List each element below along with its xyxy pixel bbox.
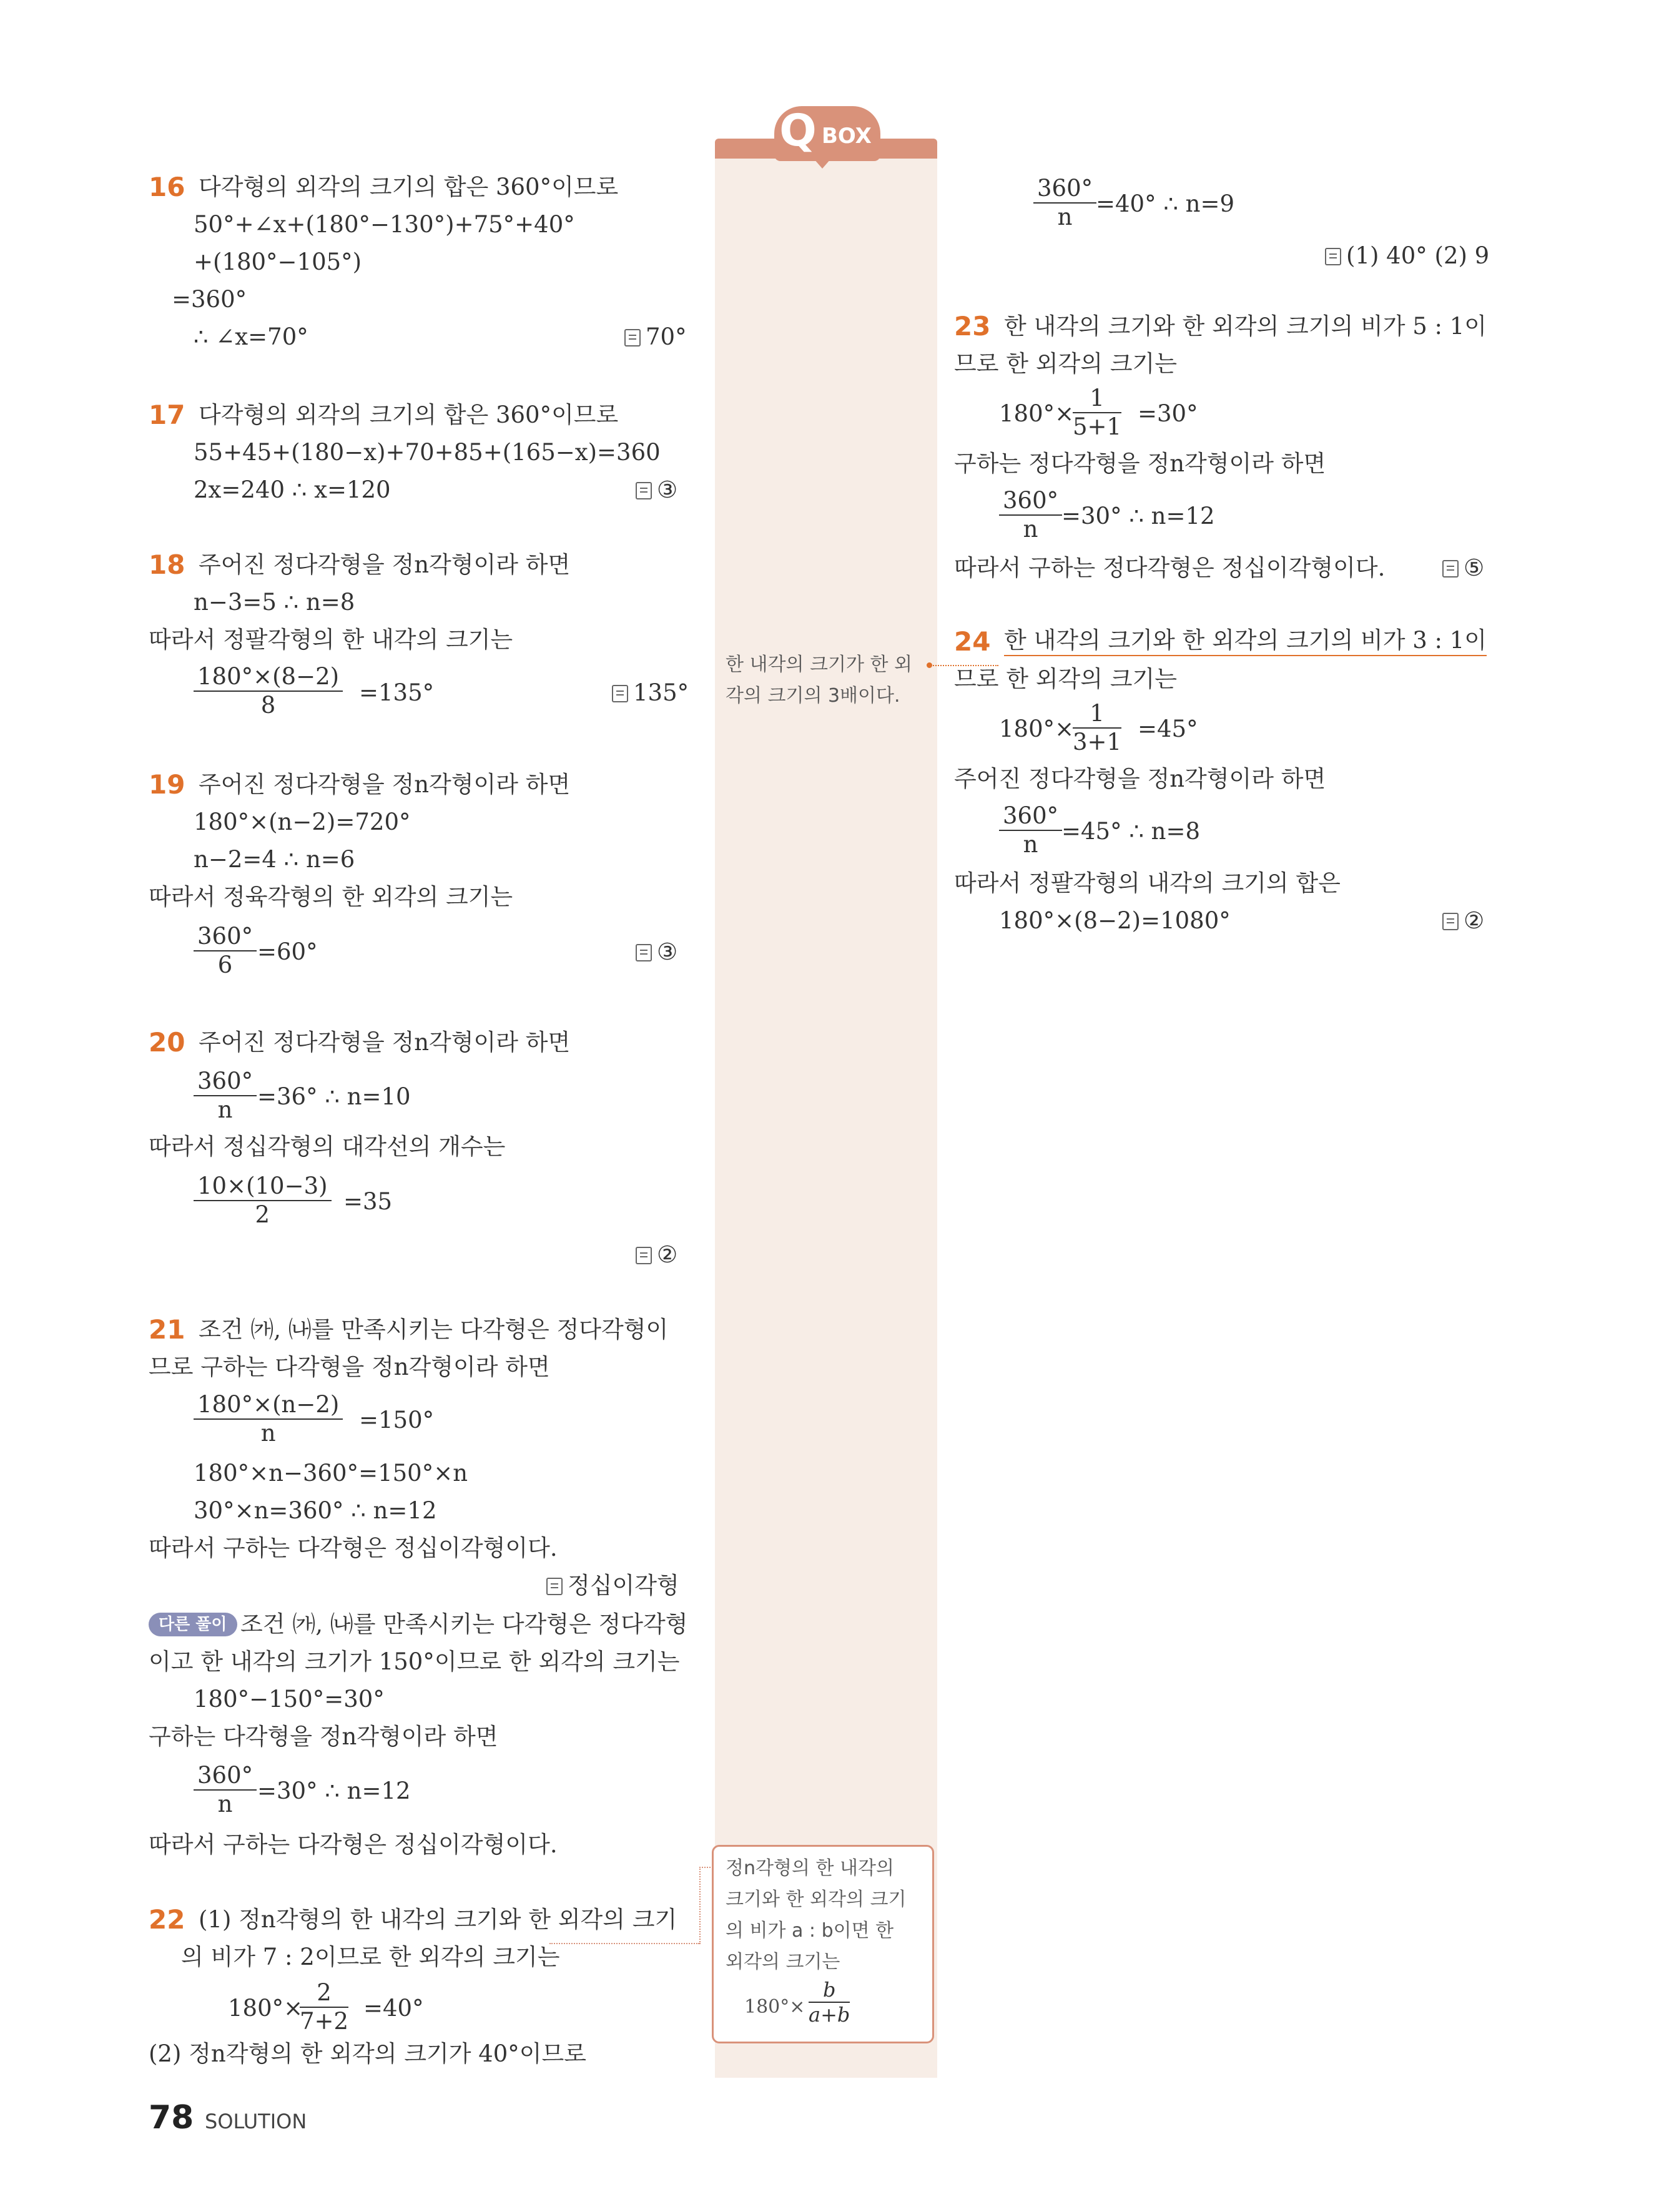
fraction: $\frac{1}{3+1}$: [1073, 700, 1122, 755]
equation-line: 2x=240 ∴ x=120: [194, 476, 391, 503]
equation-line: =135°: [359, 679, 435, 706]
answer-mark-icon: [636, 944, 652, 961]
text-line: 다각형의 외각의 크기의 합은 360°이므로: [199, 401, 619, 428]
equation-line: =40° ∴ n=9: [1096, 190, 1235, 217]
equation-line: ∴ ∠x=70°: [194, 323, 308, 350]
fraction: $\frac{180^\circ\times(8-2)}{8}$: [194, 663, 343, 719]
equation-line: 50°+∠x+(180°−130°)+75°+40°: [194, 211, 575, 238]
text-line: 이고 한 내각의 크기가 150°이므로 한 외각의 크기는: [149, 1648, 680, 1675]
answer: ⑤: [1442, 553, 1484, 584]
equation-line: =60°: [257, 938, 318, 965]
text-line: 주어진 정다각형을 정n각형이라 하면: [199, 1029, 571, 1056]
equation-line: 55+45+(180−x)+70+85+(165−x)=360: [194, 439, 661, 466]
text-line: 구하는 다각형을 정n각형이라 하면: [149, 1723, 498, 1750]
problem-number: 16: [149, 172, 185, 202]
problem-number: 24: [954, 626, 991, 657]
answer-mark-icon: [624, 329, 641, 347]
fraction: $\frac{360^\circ}{n}$: [1033, 175, 1096, 231]
equation-line: 180°×: [228, 1995, 303, 2022]
side-note-connector: [549, 1943, 699, 1944]
text-line: 따라서 구하는 정다각형은 정십이각형이다.: [954, 554, 1386, 581]
equation-line: 180°×n−360°=150°×n: [194, 1460, 468, 1487]
answer-mark-icon: [612, 685, 628, 702]
answer: ③: [636, 474, 677, 506]
problem-number: 22: [149, 1904, 185, 1935]
equation-line: =45°: [1138, 715, 1198, 742]
text-line: 구하는 정다각형을 정n각형이라 하면: [954, 450, 1326, 477]
qbox-pointer: [814, 159, 831, 169]
text-line: (1) 정n각형의 한 내각의 크기와 한 외각의 크기: [199, 1906, 677, 1933]
answer: 정십이각형: [546, 1570, 679, 1601]
answer: 135°: [612, 677, 689, 709]
problem-number: 20: [149, 1027, 185, 1058]
side-note-formula: 180°×: [744, 1996, 805, 2018]
equation-line: =150°: [359, 1407, 435, 1433]
problem-number: 17: [149, 400, 185, 430]
equation-line: =30° ∴ n=12: [1061, 503, 1215, 529]
equation-line: n−3=5 ∴ n=8: [194, 589, 355, 616]
problem-number: 23: [954, 311, 991, 342]
fraction: $\frac{360^\circ}{n}$: [999, 487, 1062, 543]
side-note-connector: [928, 665, 998, 666]
equation-line: +(180°−105°): [194, 248, 362, 275]
text-line: 한 내각의 크기와 한 외각의 크기의 비가 5 : 1이: [1004, 313, 1487, 340]
text-line: 주어진 정다각형을 정n각형이라 하면: [199, 551, 571, 578]
text-line: 므로 구하는 다각형을 정n각형이라 하면: [149, 1354, 550, 1380]
answer-mark-icon: [1325, 248, 1341, 265]
answer-mark-icon: [636, 482, 652, 499]
text-line: 주어진 정다각형을 정n각형이라 하면: [199, 771, 571, 798]
equation-line: 180°×: [999, 715, 1075, 742]
footer-label: SOLUTION: [205, 2110, 307, 2133]
equation-line: =35: [343, 1188, 393, 1215]
problem-number: 21: [149, 1314, 185, 1345]
qbox-title: BOX: [822, 124, 872, 149]
qbox-column: [715, 149, 937, 2078]
text-line: 므로 한 외각의 크기는: [954, 666, 1177, 692]
text-line: 따라서 정육각형의 한 외각의 크기는: [149, 883, 513, 910]
answer-mark-icon: [1442, 913, 1459, 930]
side-note-fraction: $\frac{b}{a+b}$: [809, 1978, 850, 2027]
text-line: 따라서 정팔각형의 한 내각의 크기는: [149, 626, 513, 653]
text-line: 므로 한 외각의 크기는: [954, 350, 1177, 377]
fraction: $\frac{360^\circ}{n}$: [194, 1068, 257, 1124]
side-note-line: 한 내각의 크기가 한 외: [726, 654, 912, 676]
text-line: 조건 ㈎, ㈏를 만족시키는 다각형은 정다각형: [240, 1611, 688, 1638]
equation-line: 180°−150°=30°: [194, 1686, 385, 1713]
side-note-dot: [927, 662, 932, 668]
text-line: (2) 정n각형의 한 외각의 크기가 40°이므로: [149, 2040, 587, 2067]
fraction: $\frac{1}{5+1}$: [1073, 385, 1122, 440]
answer-mark-icon: [1442, 560, 1459, 578]
equation-line: =45° ∴ n=8: [1061, 818, 1201, 845]
text-line: 따라서 구하는 다각형은 정십이각형이다.: [149, 1831, 558, 1858]
answer-mark-icon: [636, 1247, 652, 1264]
side-note-line: 외각의 크기는: [726, 1951, 840, 1973]
equation-line: 30°×n=360° ∴ n=12: [194, 1497, 437, 1524]
side-note-line: 정n각형의 한 내각의: [726, 1857, 894, 1879]
equation-line: =40°: [363, 1995, 424, 2022]
text-line: 따라서 구하는 다각형은 정십이각형이다.: [149, 1535, 558, 1561]
fraction: $\frac{360^\circ}{n}$: [999, 802, 1062, 858]
fraction: $\frac{180^\circ\times(n-2)}{n}$: [194, 1391, 343, 1447]
text-line: 한 내각의 크기와 한 외각의 크기의 비가 3 : 1이: [1004, 626, 1487, 656]
equation-line: =36° ∴ n=10: [257, 1083, 411, 1110]
fraction: $\frac{360^\circ}{n}$: [194, 1762, 257, 1818]
problem-number: 19: [149, 769, 185, 800]
alt-solution-badge: 다른 풀이: [149, 1613, 237, 1636]
text-line: 조건 ㈎, ㈏를 만족시키는 다각형은 정다각형이: [199, 1316, 669, 1343]
side-note-line: 의 비가 a : b이면 한: [726, 1920, 894, 1942]
answer: ③: [636, 936, 677, 968]
fraction: $\frac{2}{7+2}$: [300, 1979, 349, 2035]
answer: (1) 40° (2) 9: [1325, 240, 1489, 272]
equation-line: n−2=4 ∴ n=6: [194, 846, 355, 873]
text-line: 주어진 정다각형을 정n각형이라 하면: [954, 765, 1326, 792]
side-note-line: 각의 크기의 3배이다.: [726, 685, 900, 707]
answer: ②: [1442, 905, 1484, 936]
equation-line: 180°×(8−2)=1080°: [999, 907, 1231, 934]
answer: ②: [636, 1239, 677, 1271]
text-line: 다각형의 외각의 크기의 합은 360°이므로: [199, 174, 619, 200]
text-line: 의 비가 7 : 2이므로 한 외각의 크기는: [181, 1944, 560, 1970]
equation-line: 180°×: [999, 400, 1075, 427]
qbox-q-letter: Q: [779, 105, 817, 156]
answer-mark-icon: [546, 1578, 563, 1595]
text-line: 따라서 정팔각형의 내각의 크기의 합은: [954, 870, 1341, 897]
text-line: 따라서 정십각형의 대각선의 개수는: [149, 1133, 506, 1160]
fraction: $\frac{10\times(10-3)}{2}$: [194, 1172, 332, 1229]
equation-line: =30°: [1138, 400, 1198, 427]
answer: 70°: [624, 322, 687, 353]
fraction: $\frac{360^\circ}{6}$: [194, 923, 257, 979]
page-number: 78: [149, 2099, 194, 2136]
side-note-connector: [699, 1867, 713, 1944]
equation-line: 180°×(n−2)=720°: [194, 809, 411, 835]
problem-number: 18: [149, 549, 185, 580]
equation-line: =30° ∴ n=12: [257, 1777, 411, 1804]
side-note-line: 크기와 한 외각의 크기: [726, 1889, 907, 1910]
equation-line: =360°: [172, 286, 247, 313]
